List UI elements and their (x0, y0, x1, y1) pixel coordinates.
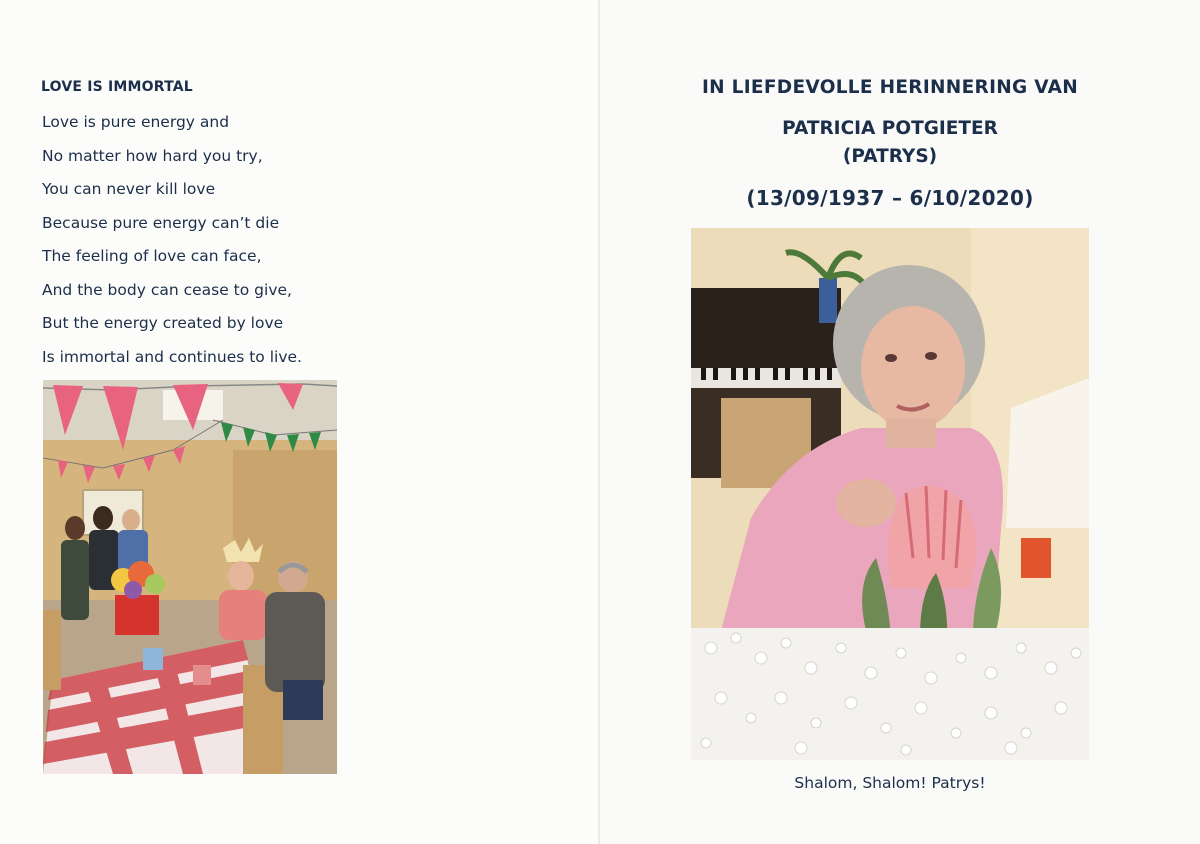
poem-line: You can never kill love (42, 180, 216, 198)
life-dates: (13/09/1937 – 6/10/2020) (746, 186, 1034, 210)
poem-title: LOVE IS IMMORTAL (41, 79, 193, 95)
deceased-nickname: (PATRYS) (842, 146, 938, 167)
portrait-photo (691, 228, 1089, 760)
memorial-intro: IN LIEFDEVOLLE HERINNERING VAN (701, 77, 1079, 98)
party-photo (43, 380, 337, 774)
poem-line: Love is pure energy and (42, 113, 230, 131)
closing-caption: Shalom, Shalom! Patrys! (794, 774, 986, 792)
deceased-name: PATRICIA POTGIETER (782, 118, 998, 139)
party-scene-icon (43, 380, 337, 774)
poem-line: But the energy created by love (42, 314, 284, 332)
poem-line: Is immortal and continues to live. (42, 347, 302, 366)
poem-line: No matter how hard you try, (42, 146, 263, 165)
portrait-scene-icon (691, 228, 1089, 760)
poem-line: The feeling of love can face, (42, 247, 262, 265)
poem-line: And the body can cease to give, (42, 280, 292, 299)
poem-lines (42, 111, 302, 379)
poem-line: Because pure energy can’t die (42, 213, 280, 232)
